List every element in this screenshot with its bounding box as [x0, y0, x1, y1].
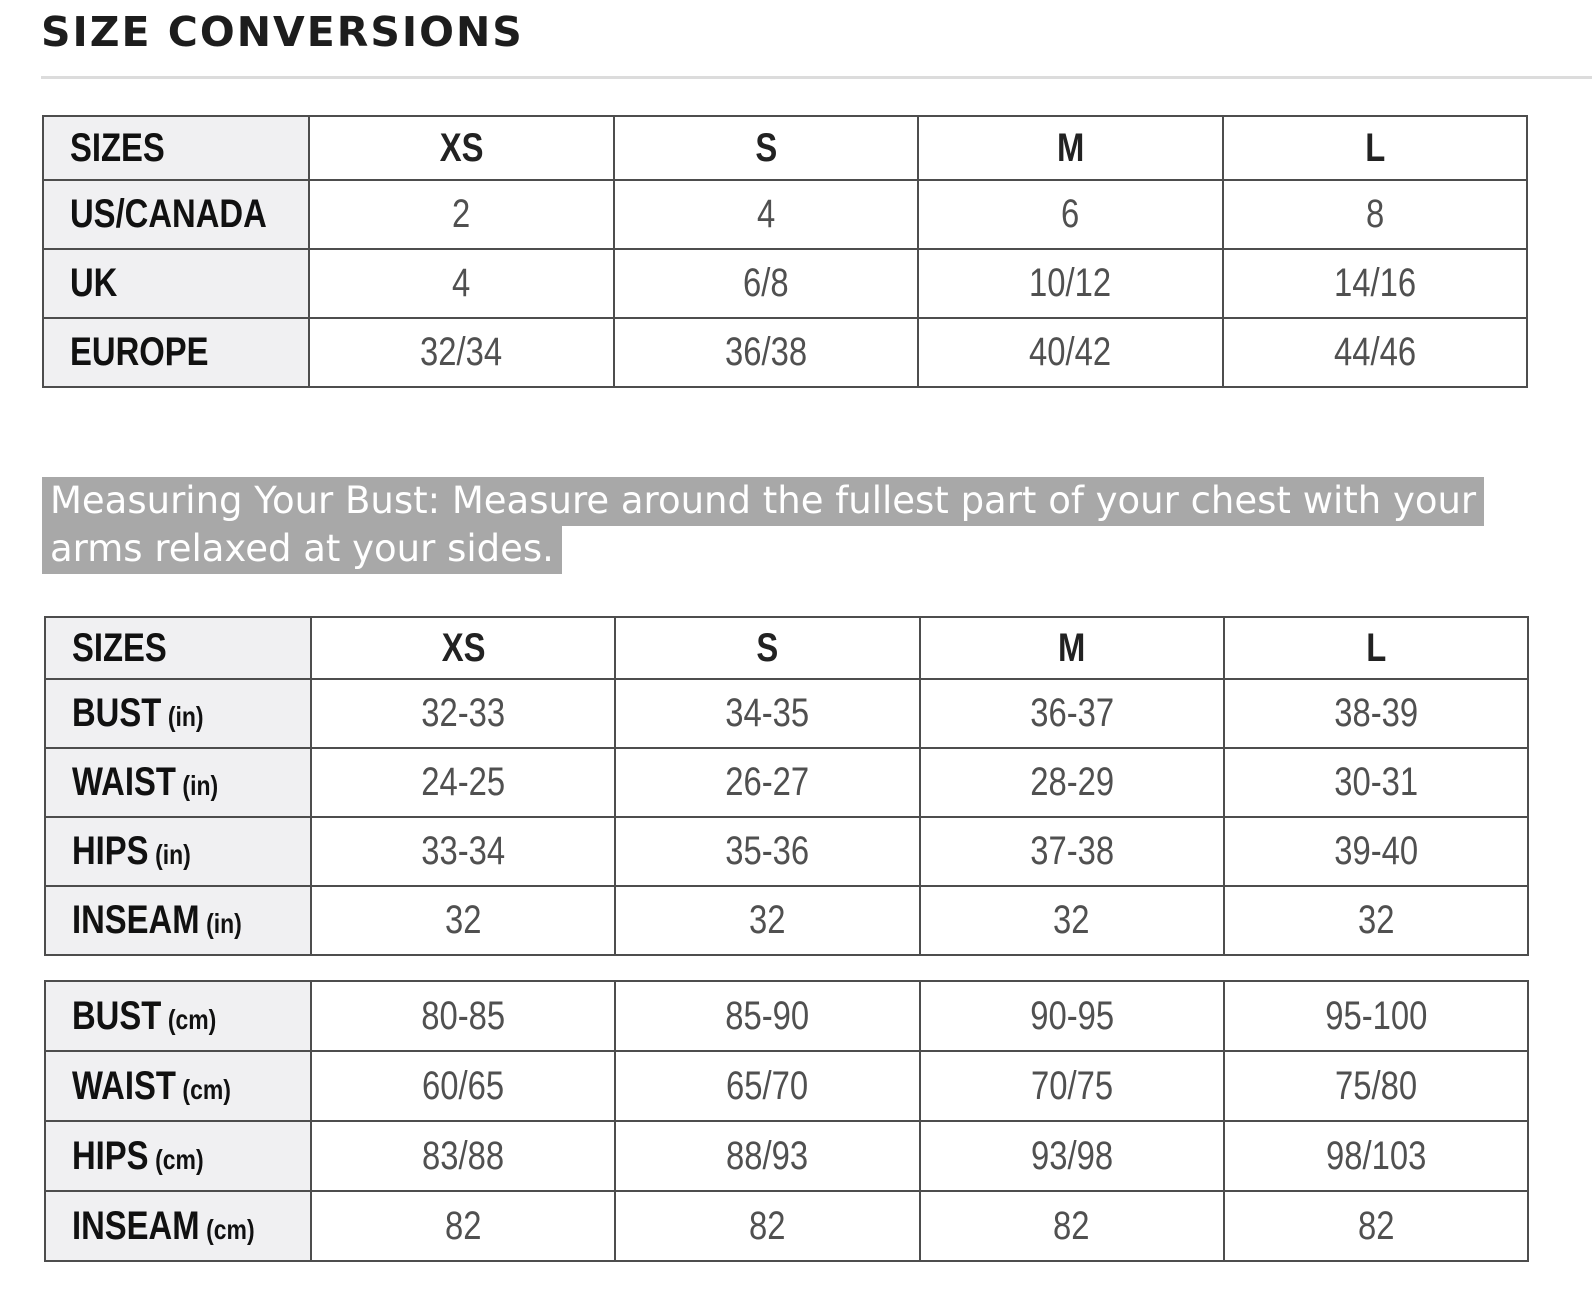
- table-cell: 75/80: [1224, 1051, 1528, 1121]
- size-header-cell: M: [918, 116, 1222, 180]
- row-label: HIPS (cm): [45, 1121, 311, 1191]
- table-row: [45, 886, 1528, 955]
- table-cell: 28-29: [920, 748, 1224, 817]
- table-cell: 30-31: [1224, 748, 1528, 817]
- table-cell: 34-35: [615, 679, 919, 748]
- row-label: INSEAM (in): [45, 886, 311, 955]
- table-cell: 88/93: [615, 1121, 919, 1191]
- row-label: WAIST (cm): [45, 1051, 311, 1121]
- table-cell: 32/34: [309, 318, 613, 387]
- table-row: [43, 249, 1527, 318]
- table-row: [43, 180, 1527, 249]
- table-cell: 2: [309, 180, 613, 249]
- table-cell: 93/98: [920, 1121, 1224, 1191]
- table-row: [43, 318, 1527, 387]
- table-cell: 80-85: [311, 981, 615, 1051]
- unit-label: (cm): [155, 1143, 204, 1175]
- unit-label: (in): [182, 770, 219, 801]
- table-cell: 95-100: [1224, 981, 1528, 1051]
- table-cell: 37-38: [920, 817, 1224, 886]
- table-row: [45, 748, 1528, 817]
- table-cell: 39-40: [1224, 817, 1528, 886]
- row-label: US/CANADA: [43, 180, 309, 249]
- row-label: WAIST (in): [45, 748, 311, 817]
- measurement-table-centimeters: [44, 980, 1529, 1262]
- size-header-cell: L: [1224, 617, 1528, 679]
- title-divider: [41, 76, 1592, 79]
- table-header-row: [45, 617, 1528, 679]
- table-row: [45, 1121, 1528, 1191]
- table-cell: 82: [615, 1191, 919, 1261]
- table-row: [45, 1051, 1528, 1121]
- unit-label: (cm): [182, 1073, 231, 1105]
- table-header-row: [43, 116, 1527, 180]
- size-header-cell: S: [614, 116, 918, 180]
- table-cell: 4: [309, 249, 613, 318]
- table-cell: 32-33: [311, 679, 615, 748]
- row-label: HIPS (in): [45, 817, 311, 886]
- table-cell: 26-27: [615, 748, 919, 817]
- unit-label: (cm): [206, 1213, 255, 1245]
- table-cell: 36/38: [614, 318, 918, 387]
- size-header-cell: XS: [309, 116, 613, 180]
- unit-label: (in): [206, 908, 242, 939]
- table-row: [45, 981, 1528, 1051]
- table-cell: 44/46: [1223, 318, 1527, 387]
- table-cell: 6: [918, 180, 1222, 249]
- size-header-cell: S: [615, 617, 919, 679]
- table-cell: 35-36: [615, 817, 919, 886]
- table-cell: 32: [1224, 886, 1528, 955]
- table-row: [45, 1191, 1528, 1261]
- table-cell: 32: [311, 886, 615, 955]
- table-cell: 65/70: [615, 1051, 919, 1121]
- row-label: SIZES: [43, 116, 309, 180]
- row-label: UK: [43, 249, 309, 318]
- page-title: SIZE CONVERSIONS: [41, 8, 524, 56]
- table-cell: 6/8: [614, 249, 918, 318]
- row-label: BUST (cm): [45, 981, 311, 1051]
- row-label: BUST (in): [45, 679, 311, 748]
- table-cell: 36-37: [920, 679, 1224, 748]
- table-cell: 14/16: [1223, 249, 1527, 318]
- table-cell: 85-90: [615, 981, 919, 1051]
- table-cell: 32: [615, 886, 919, 955]
- row-label: EUROPE: [43, 318, 309, 387]
- table-cell: 70/75: [920, 1051, 1224, 1121]
- table-cell: 4: [614, 180, 918, 249]
- table-cell: 33-34: [311, 817, 615, 886]
- table-cell: 38-39: [1224, 679, 1528, 748]
- table-row: [45, 679, 1528, 748]
- highlighted-note-text: Measuring Your Bust: Measure around the fullest part of your chest with your arms relaxed at your sides.: [42, 477, 1484, 574]
- table-cell: 32: [920, 886, 1224, 955]
- size-header-cell: M: [920, 617, 1224, 679]
- unit-label: (in): [155, 839, 191, 870]
- table-cell: 24-25: [311, 748, 615, 817]
- table-row: [45, 817, 1528, 886]
- size-header-cell: L: [1223, 116, 1527, 180]
- table-cell: 90-95: [920, 981, 1224, 1051]
- bust-measuring-note: [42, 477, 1532, 573]
- row-label: SIZES: [45, 617, 311, 679]
- table-cell: 40/42: [918, 318, 1222, 387]
- table-cell: 82: [311, 1191, 615, 1261]
- table-cell: 60/65: [311, 1051, 615, 1121]
- size-conversion-table: [42, 115, 1528, 388]
- table-cell: 82: [920, 1191, 1224, 1261]
- measurement-table-inches: [44, 616, 1529, 956]
- size-header-cell: XS: [311, 617, 615, 679]
- row-label: INSEAM (cm): [45, 1191, 311, 1261]
- table-cell: 82: [1224, 1191, 1528, 1261]
- table-cell: 8: [1223, 180, 1527, 249]
- table-cell: 98/103: [1224, 1121, 1528, 1191]
- table-cell: 10/12: [918, 249, 1222, 318]
- table-cell: 83/88: [311, 1121, 615, 1191]
- unit-label: (cm): [167, 1003, 217, 1035]
- unit-label: (in): [167, 701, 204, 732]
